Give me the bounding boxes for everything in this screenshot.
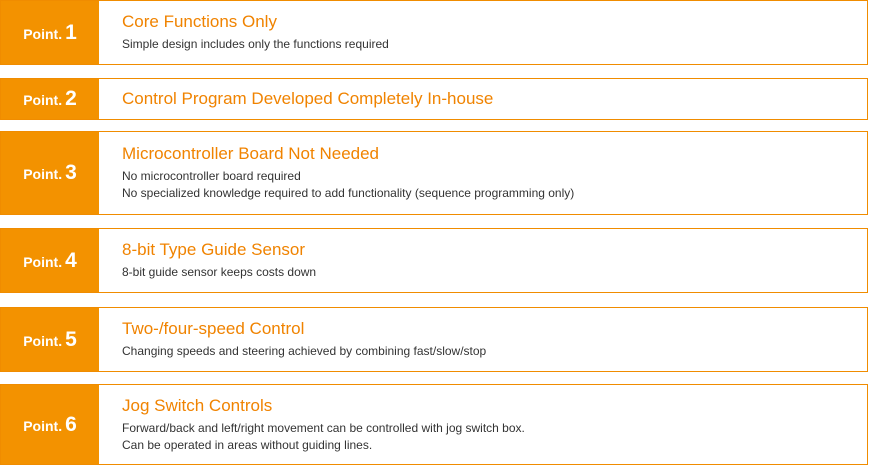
point-badge — [1, 79, 99, 119]
description-line: Simple design includes only the functions required — [122, 37, 389, 51]
point-badge — [1, 308, 99, 371]
point-description — [122, 420, 867, 454]
point-body — [99, 79, 867, 119]
description-line: 8-bit guide sensor keeps costs down — [122, 265, 317, 279]
point-3-card — [0, 131, 868, 215]
point-number: 2 — [65, 87, 77, 110]
point-body — [99, 385, 867, 464]
point-title: Two-/four-speed Control — [122, 319, 305, 338]
point-description — [122, 168, 867, 202]
point-number: 1 — [65, 20, 77, 44]
point-body — [99, 308, 867, 371]
point-description — [122, 343, 867, 360]
point-badge — [1, 385, 99, 464]
point-title: Core Functions Only — [122, 12, 277, 31]
point-4-card — [0, 228, 868, 293]
point-badge — [1, 229, 99, 292]
point-label: Point. — [23, 92, 63, 108]
point-title: Control Program Developed Completely In-house — [122, 89, 494, 108]
point-badge — [1, 1, 99, 64]
point-label: Point. — [23, 166, 63, 182]
description-line: No specialized knowledge required to add functionality (sequence programming only) — [122, 186, 575, 200]
description-line: Can be operated in areas without guiding lines. — [122, 437, 373, 452]
point-body — [99, 132, 867, 214]
point-label: Point. — [23, 253, 63, 270]
point-number: 6 — [65, 412, 77, 436]
point-label: Point. — [23, 25, 63, 42]
point-description — [122, 264, 867, 281]
point-title: Jog Switch Controls — [122, 395, 273, 415]
point-5-card — [0, 307, 868, 372]
point-label: Point. — [23, 417, 63, 434]
point-body — [99, 229, 867, 292]
point-1-card — [0, 0, 868, 65]
description-line: No microcontroller board required — [122, 169, 301, 183]
point-number: 3 — [65, 161, 77, 184]
point-body — [99, 1, 867, 64]
point-number: 5 — [65, 327, 77, 351]
point-title: 8-bit Type Guide Sensor — [122, 240, 306, 259]
description-line: Changing speeds and steering achieved by combining fast/slow/stop — [122, 344, 487, 358]
point-number: 4 — [65, 248, 77, 272]
point-label: Point. — [23, 332, 63, 349]
description-line: Forward/back and left/right movement can be controlled with jog switch box. — [122, 420, 525, 435]
point-badge — [1, 132, 99, 214]
point-description — [122, 36, 867, 53]
point-title: Microcontroller Board Not Needed — [122, 144, 380, 163]
point-2-card — [0, 78, 868, 120]
point-6-card — [0, 384, 868, 465]
